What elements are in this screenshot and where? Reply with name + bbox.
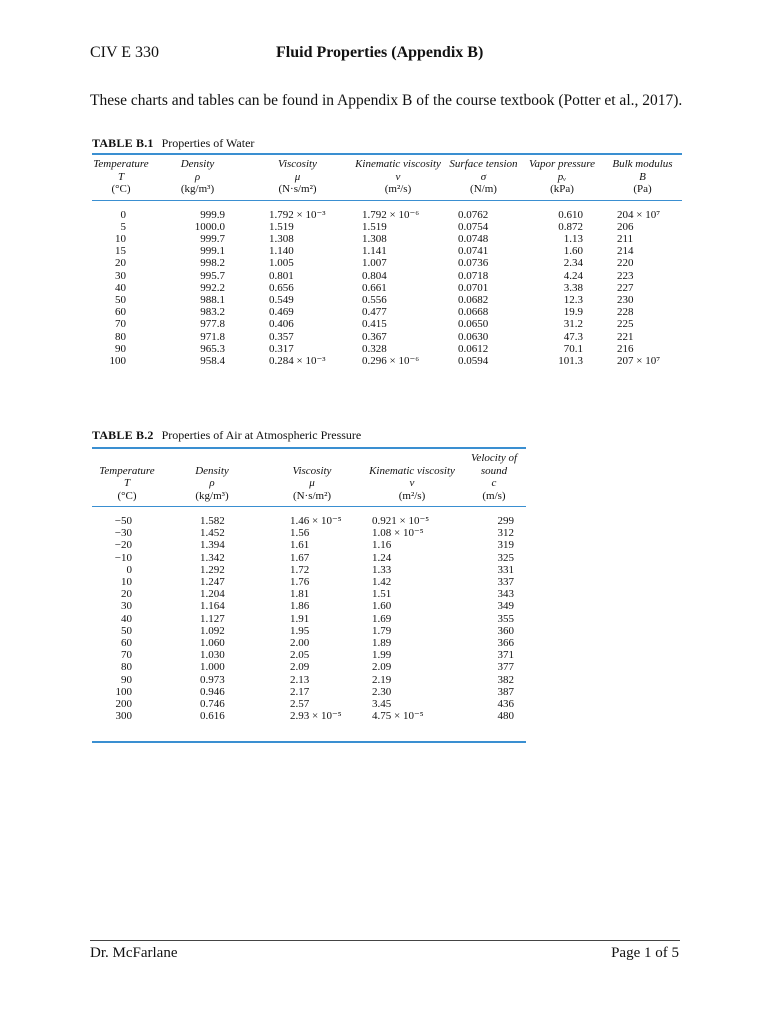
column-symbol: ν [395,170,401,183]
table-cell: 2.93 × 10⁻⁵ [290,710,342,723]
table-cell: 312 [497,527,514,540]
table-row [92,282,682,294]
table-b1-label: TABLE B.1 [92,136,154,150]
table-cell: 221 [617,330,634,343]
table-row [92,306,682,318]
table-cell: 0.801 [269,269,294,282]
table-b1-col-header [245,158,350,200]
table-cell: 214 [617,245,634,258]
table-cell: 227 [617,281,634,294]
table-b2-col-header [262,452,362,507]
table-cell: 90 [121,673,132,686]
table-cell: 0.872 [558,220,583,233]
table-cell: 220 [617,257,634,270]
table-cell: 204 × 10⁷ [617,208,661,221]
column-unit: (N/m) [470,183,497,195]
table-b2-bottom-rule [92,741,526,743]
table-b1-col-header [350,158,446,200]
table-cell: 40 [121,612,132,625]
table-cell: 2.13 [290,673,310,686]
table-b1-body [92,200,682,367]
table-row [92,294,682,306]
table-cell: 216 [617,342,634,355]
table-row [92,270,682,282]
table-row [92,331,682,343]
table-cell: 958.4 [200,354,225,367]
table-row [92,649,526,661]
table-cell: 0.610 [558,208,583,221]
table-cell: 999.9 [200,208,225,221]
column-name: Density [195,464,229,477]
table-row [92,613,526,625]
table-cell: 1.60 [563,245,583,258]
table-cell: 0 [120,208,126,221]
column-unit: (N·s/m²) [278,183,317,195]
column-symbol: B [639,170,646,183]
table-cell: −30 [114,527,132,540]
table-cell: 1.394 [200,539,225,552]
table-row [92,661,526,673]
table-cell: 0.406 [269,318,294,331]
table-cell: 1000.0 [194,220,225,233]
table-cell: 70 [115,318,126,331]
table-row [92,564,526,576]
table-cell: −50 [114,515,132,527]
column-symbol: ρ [194,170,201,183]
table-cell: 300 [115,710,132,723]
table-cell: 31.2 [563,318,583,331]
table-cell: 1.007 [362,257,387,270]
table-cell: 1.452 [200,527,225,540]
table-cell: 1.792 × 10⁻⁶ [362,208,420,221]
table-row [92,318,682,330]
column-symbol: ν [409,477,415,489]
table-cell: 0.317 [269,342,294,355]
table-cell: 5 [120,220,126,233]
table-cell: 80 [121,661,132,674]
table-row [92,343,682,355]
table-row [92,576,526,588]
table-b1-top-rule [92,153,682,155]
table-cell: 1.000 [200,661,225,674]
table-cell: 1.33 [372,563,392,576]
table-cell: 211 [617,232,634,245]
table-b2-label: TABLE B.2 [92,428,154,442]
table-cell: 1.51 [372,588,392,601]
table-b2-caption [92,428,361,443]
column-unit: (°C) [117,489,137,502]
table-cell: 1.792 × 10⁻³ [269,208,326,221]
table-row [92,686,526,698]
table-cell: 360 [497,624,514,637]
table-cell: 343 [497,588,514,601]
table-cell: 480 [497,710,514,723]
table-cell: 995.7 [200,269,225,282]
footer-rule [90,940,680,941]
table-cell: 2.00 [290,637,310,650]
table-cell: 90 [115,342,126,355]
table-cell: 1.95 [290,624,310,637]
table-cell: 999.7 [200,232,225,245]
table-cell: 1.24 [372,551,392,564]
table-row [92,637,526,649]
table-cell: 4.24 [563,269,583,282]
table-cell: 0.973 [200,673,225,686]
table-b2-header [92,452,526,507]
table-cell: 0.415 [362,318,387,331]
table-cell: 2.30 [372,685,392,698]
table-cell: 0.296 × 10⁻⁶ [362,354,420,367]
table-cell: 0.357 [269,330,294,343]
table-cell: 223 [617,269,634,282]
table-cell: 1.91 [290,612,310,625]
table-cell: 1.519 [362,220,387,233]
table-cell: 0.0650 [458,318,489,331]
table-cell: 331 [497,563,514,576]
course-code: CIV E 330 [90,44,160,61]
table-row [92,245,682,257]
table-row [92,539,526,551]
column-name: Density [180,158,215,170]
table-cell: 1.204 [200,588,225,601]
table-cell: 0.0630 [458,330,489,343]
table-b2-col-header [362,452,462,507]
table-cell: 0.0754 [458,220,489,233]
table-cell: 12.3 [563,293,583,306]
table-cell: 1.79 [372,624,392,637]
table-cell: 1.140 [269,245,294,258]
table-cell: 1.69 [372,612,392,625]
table-cell: 1.582 [200,515,225,527]
table-cell: 20 [115,257,126,270]
table-cell: 60 [121,637,132,650]
table-cell: 3.38 [563,281,583,294]
column-unit: (°C) [111,183,131,195]
table-row [92,527,526,539]
column-name: Temperature [93,158,149,170]
table-cell: 200 [115,698,132,711]
table-cell: 1.72 [290,563,310,576]
table-cell: 1.60 [372,600,392,613]
column-symbol: μ [309,477,315,489]
table-cell: 50 [121,624,132,637]
table-cell: 0.921 × 10⁻⁵ [372,515,430,527]
table-cell: 0.0736 [458,257,489,270]
table-cell: 1.127 [200,612,225,625]
table-cell: 0.0718 [458,269,489,282]
table-cell: 355 [497,612,514,625]
table-cell: 1.141 [362,245,387,258]
column-name: Bulk modulus [612,158,673,170]
column-name: Velocity of sound [470,452,518,477]
table-row [92,588,526,600]
table-cell: 207 × 10⁷ [617,354,661,367]
table-cell: 1.42 [372,576,392,589]
column-unit: (m/s) [482,489,506,502]
table-cell: 299 [497,515,514,527]
table-cell: 10 [121,576,132,589]
table-cell: 0 [126,563,132,576]
table-cell: 0.477 [362,306,387,319]
table-b1-header [92,158,682,200]
table-cell: 0.804 [362,269,387,282]
table-cell: 1.86 [290,600,310,613]
table-b1-caption [92,136,254,151]
document-title: Fluid Properties (Appendix B) [276,44,484,61]
table-cell: 1.67 [290,551,310,564]
table-cell: 983.2 [200,306,225,319]
table-cell: 999.1 [200,245,225,258]
table-cell: 30 [115,269,126,282]
column-unit: (kg/m³) [195,489,229,502]
footer-page-number: Page 1 of 5 [611,945,679,961]
table-cell: 382 [497,673,514,686]
table-cell: 0.0741 [458,245,489,258]
table-cell: 10 [115,232,126,245]
table-cell: 1.81 [290,588,310,601]
table-cell: 2.09 [290,661,310,674]
table-row [92,552,526,564]
column-unit: (Pa) [633,183,652,195]
table-cell: 80 [115,330,126,343]
table-cell: 2.09 [372,661,392,674]
table-cell: 325 [497,551,514,564]
table-cell: 47.3 [563,330,583,343]
table-cell: 1.092 [200,624,225,637]
table-cell: 2.17 [290,685,310,698]
column-name: Kinematic viscosity [369,464,455,477]
table-cell: 1.005 [269,257,294,270]
table-b2-title: Properties of Air at Atmospheric Pressure [161,428,362,442]
table-cell: 0.656 [269,281,294,294]
column-symbol: ρ [209,477,215,489]
table-b2-top-rule [92,447,526,449]
table-cell: 0.549 [269,293,294,306]
table-row [92,221,682,233]
table-row [92,710,526,722]
table-cell: 377 [497,661,514,674]
table-cell: 3.45 [372,698,392,711]
table-cell: 2.34 [563,257,583,270]
table-cell: 1.61 [290,539,310,552]
table-cell: 30 [121,600,132,613]
table-cell: 70 [121,649,132,662]
column-unit: (kPa) [550,183,574,195]
table-cell: 1.247 [200,576,225,589]
table-cell: 2.19 [372,673,392,686]
column-symbol: T [123,477,131,489]
footer-author: Dr. McFarlane [90,945,178,961]
table-cell: 0.0594 [458,354,489,367]
table-cell: 0.0748 [458,232,489,245]
table-row [92,233,682,245]
table-cell: 992.2 [200,281,225,294]
table-cell: 0.0612 [458,342,489,355]
table-cell: 1.13 [563,232,583,245]
table-b1-col-header [92,158,150,200]
column-name: Viscosity [278,158,317,170]
table-cell: −20 [114,539,132,552]
column-unit: (kg/m³) [180,183,215,195]
column-symbol: c [491,477,497,489]
table-cell: 0.0762 [458,208,489,221]
table-cell: 1.46 × 10⁻⁵ [290,515,342,527]
table-cell: 2.57 [290,698,310,711]
table-cell: 4.75 × 10⁻⁵ [372,710,424,723]
table-cell: 15 [115,245,126,258]
table-cell: 101.3 [558,354,583,367]
table-b2-col-header [92,452,162,507]
table-b1-col-header [521,158,603,200]
column-symbol: μ [294,170,301,183]
table-cell: 1.16 [372,539,392,552]
table-row [92,674,526,686]
table-cell: 228 [617,306,634,319]
table-cell: 100 [115,685,132,698]
table-b1-col-header [446,158,521,200]
table-b2-col-header [162,452,262,507]
table-cell: 319 [497,539,514,552]
column-unit: (m²/s) [398,489,426,502]
table-cell: 1.060 [200,637,225,650]
column-symbol: σ [480,170,487,183]
table-row [92,600,526,612]
table-b1-col-header [150,158,245,200]
table-cell: 1.76 [290,576,310,589]
table-b1 [92,158,682,367]
column-name: Kinematic viscosity [355,158,441,170]
table-cell: 70.1 [563,342,583,355]
table-b2-body [92,507,526,723]
table-row [92,625,526,637]
table-b1-col-header [603,158,682,200]
column-unit: (N·s/m²) [292,489,332,502]
table-cell: 225 [617,318,634,331]
table-cell: 1.99 [372,649,392,662]
table-cell: 0.0682 [458,293,489,306]
table-cell: 0.556 [362,293,387,306]
table-row [92,698,526,710]
table-cell: −10 [114,551,132,564]
table-cell: 436 [497,698,514,711]
table-b1-title: Properties of Water [161,136,255,150]
table-cell: 1.292 [200,563,225,576]
table-cell: 230 [617,293,634,306]
table-cell: 0.616 [200,710,225,723]
table-cell: 60 [115,306,126,319]
table-row [92,200,682,221]
table-cell: 1.030 [200,649,225,662]
table-cell: 2.05 [290,649,310,662]
table-cell: 1.164 [200,600,225,613]
table-cell: 1.519 [269,220,294,233]
table-row [92,257,682,269]
table-cell: 1.308 [269,232,294,245]
table-cell: 998.2 [200,257,225,270]
column-name: Viscosity [292,464,332,477]
table-b2-col-header [462,452,526,507]
table-cell: 50 [115,293,126,306]
table-cell: 1.342 [200,551,225,564]
table-row [92,507,526,528]
table-cell: 1.89 [372,637,392,650]
table-cell: 100 [109,354,126,367]
table-b2 [92,452,526,722]
table-cell: 19.9 [563,306,583,319]
table-cell: 1.308 [362,232,387,245]
column-name: Surface tension [449,158,518,170]
table-cell: 0.661 [362,281,387,294]
column-name: Vapor pressure [528,158,596,170]
table-cell: 0.946 [200,685,225,698]
column-name: Temperature [99,464,155,477]
table-cell: 0.284 × 10⁻³ [269,354,326,367]
table-cell: 971.8 [200,330,225,343]
column-unit: (m²/s) [384,183,412,195]
table-cell: 206 [617,220,634,233]
table-cell: 371 [497,649,514,662]
table-cell: 387 [497,685,514,698]
table-cell: 0.469 [269,306,294,319]
table-row [92,355,682,367]
table-cell: 1.08 × 10⁻⁵ [372,527,424,540]
table-cell: 349 [497,600,514,613]
table-cell: 0.0668 [458,306,489,319]
table-cell: 40 [115,281,126,294]
table-cell: 337 [497,576,514,589]
table-cell: 20 [121,588,132,601]
table-cell: 366 [497,637,514,650]
table-cell: 1.56 [290,527,310,540]
table-cell: 0.746 [200,698,225,711]
table-cell: 0.328 [362,342,387,355]
table-cell: 0.0701 [458,281,489,294]
table-cell: 965.3 [200,342,225,355]
table-cell: 0.367 [362,330,387,343]
table-cell: 977.8 [200,318,225,331]
intro-paragraph: These charts and tables can be found in Appendix B of the course textbook (Potter et al., 2017). [90,92,683,109]
column-symbol: T [117,170,125,183]
column-symbol: pᵥ [557,170,567,183]
table-cell: 988.1 [200,293,225,306]
